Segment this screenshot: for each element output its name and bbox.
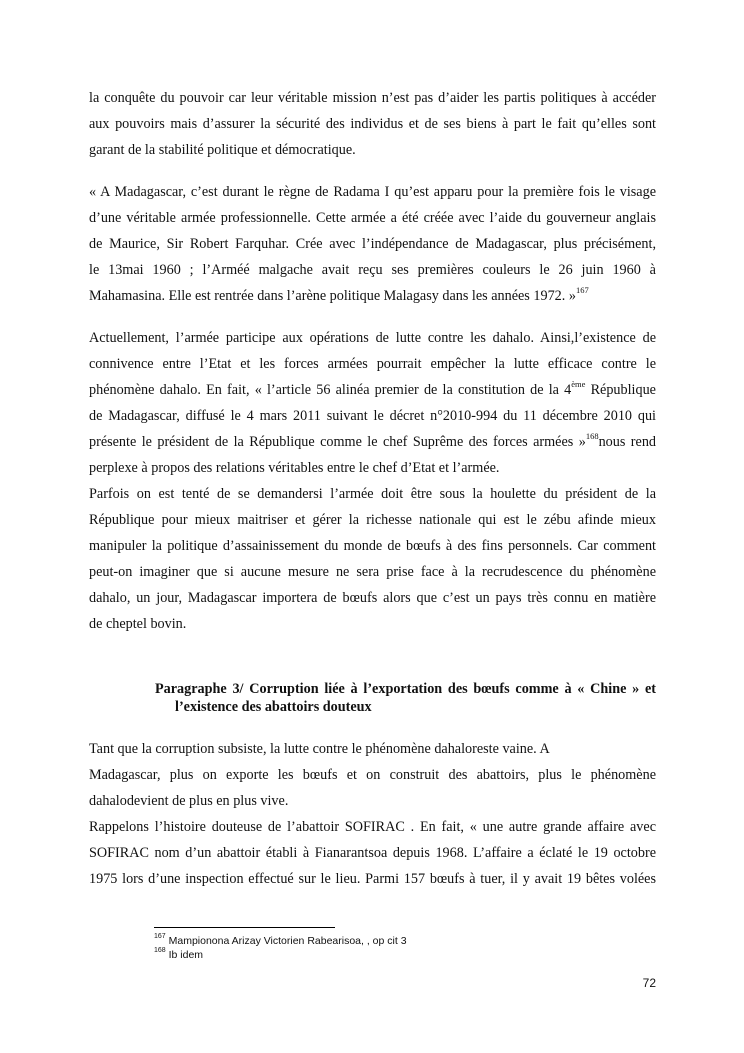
footnote-text: Mampionona Arizay Victorien Rabearisoa, , op cit 3 bbox=[165, 935, 407, 947]
superscript-eme: ème bbox=[571, 379, 586, 390]
footnote-separator bbox=[154, 927, 335, 928]
paragraph-1-line-3: garant de la stabilité politique et démocratique. bbox=[89, 142, 356, 158]
footnote-text: Ib idem bbox=[165, 949, 204, 961]
paragraph-3-line-9: manipuler la politique d’assainissement du monde de bœufs à des fins personnels. Car comment bbox=[89, 538, 656, 554]
paragraph-3-line-5 bbox=[89, 432, 656, 452]
page-number: 72 bbox=[642, 976, 656, 990]
paragraph-2-line-5-text: Mahamasina. Elle est rentrée dans l’arène politique Malagasy dans les années 1972. » bbox=[89, 288, 576, 304]
footnote-167 bbox=[154, 934, 407, 948]
paragraph-3-line-3-text-a: phénomène dahalo. En fait, « l’article 56 alinéa premier de la constitution de la 4 bbox=[89, 382, 572, 398]
footnote-ref-168: 168 bbox=[585, 431, 599, 442]
paragraph-2-line-1: « A Madagascar, c’est durant le règne de Radama I qu’est apparu pour la première fois le visage bbox=[89, 184, 656, 200]
section-heading-line-2: l’existence des abattoirs douteux bbox=[175, 699, 372, 715]
paragraph-1-line-1: la conquête du pouvoir car leur véritable mission n’est pas d’aider les partis politiques à accéder bbox=[89, 90, 656, 106]
paragraph-4-line-5: SOFIRAC nom d’un abattoir établi à Fianarantsoa depuis 1968. L’affaire a éclaté le 19 octobre bbox=[89, 845, 656, 861]
paragraph-2-line-3: de Maurice, Sir Robert Farquhar. Crée avec l’indépendance de Madagascar, plus précisément, bbox=[89, 236, 656, 252]
paragraph-3-line-4: de Madagascar, diffusé le 4 mars 2011 suivant le décret n°2010-994 du 11 décembre 2010 qui bbox=[89, 408, 656, 424]
footnote-ref-167: 167 bbox=[575, 285, 589, 296]
paragraph-4-line-1: Tant que la corruption subsiste, la lutte contre le phénomène dahaloreste vaine. A bbox=[89, 741, 550, 757]
footnote-number: 167 bbox=[154, 932, 166, 940]
paragraph-2-line-2: d’une véritable armée professionnelle. Cette armée a été créée avec l’aide du gouverneur anglais bbox=[89, 210, 656, 226]
paragraph-3-line-6: perplexe à propos des relations véritables entre le chef d’Etat et l’armée. bbox=[89, 460, 500, 476]
paragraph-3-line-3-text-b: République bbox=[585, 382, 656, 398]
paragraph-3-line-11: dahalo, un jour, Madagascar importera de bœufs alors que c’est un pays très connu en matière bbox=[89, 590, 656, 606]
paragraph-3-line-5-text-b: nous rend bbox=[598, 434, 657, 450]
paragraph-2-line-4: le 13mai 1960 ; l’Arméé malgache avait reçu ses premières couleurs le 26 juin 1960 à bbox=[89, 262, 656, 278]
paragraph-3-line-10: peut-on imaginer que si aucune mesure ne sera prise face à la recrudescence du phénomène bbox=[89, 564, 656, 580]
paragraph-3-line-3 bbox=[89, 380, 656, 400]
paragraph-3-line-2: connivence entre l’Etat et les forces armées pourrait empêcher la lutte efficace contre le bbox=[89, 356, 656, 372]
section-heading-line-1: Paragraphe 3/ Corruption liée à l’exportation des bœufs comme à « Chine » et bbox=[155, 681, 656, 697]
paragraph-3-line-12: de cheptel bovin. bbox=[89, 616, 187, 632]
paragraph-2-line-5 bbox=[89, 286, 656, 306]
paragraph-3-line-8: République pour mieux maitriser et gérer la richesse nationale qui est le zébu afinde mieux bbox=[89, 512, 656, 528]
footnote-168 bbox=[154, 948, 203, 962]
paragraph-1-line-2: aux pouvoirs mais d’assurer la sécurité des individus et de ses biens à part le fait qu’elles sont bbox=[89, 116, 656, 132]
paragraph-4-line-2: Madagascar, plus on exporte les bœufs et on construit des abattoirs, plus le phénomène bbox=[89, 767, 656, 783]
paragraph-4-line-4: Rappelons l’histoire douteuse de l’abattoir SOFIRAC . En fait, « une autre grande affaire avec bbox=[89, 819, 656, 835]
paragraph-3-line-5-text-a: présente le président de la République comme le chef Suprême des forces armées » bbox=[89, 434, 586, 450]
footnote-number: 168 bbox=[154, 946, 166, 954]
paragraph-3-line-1: Actuellement, l’armée participe aux opérations de lutte contre les dahalo. Ainsi,l’existence de bbox=[89, 330, 656, 346]
paragraph-3-line-7: Parfois on est tenté de se demandersi l’armée doit être sous la houlette du président de la bbox=[89, 486, 656, 502]
paragraph-4-line-6: 1975 lors d’une inspection effectué sur le lieu. Parmi 157 bœufs à tuer, il y avait 19 bêtes volées bbox=[89, 871, 656, 887]
paragraph-4-line-3: dahalodevient de plus en plus vive. bbox=[89, 793, 289, 809]
